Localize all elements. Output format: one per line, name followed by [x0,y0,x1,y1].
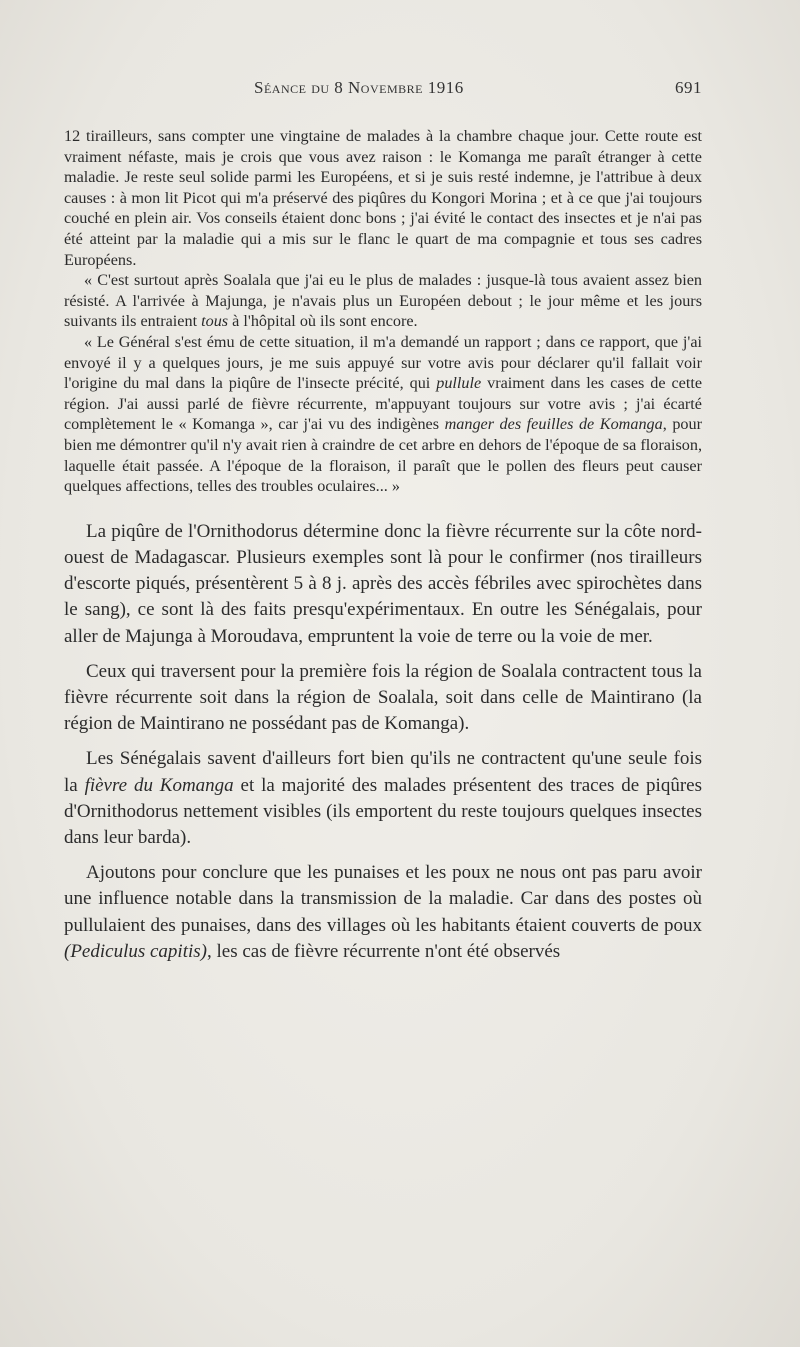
body-p4-emphasis: (Pediculus capitis) [64,940,207,962]
quote-paragraph-2 [64,270,702,332]
quote-paragraph-3 [64,332,702,497]
quote-p2-text-c: à l'hôpital où ils sont encore. [228,312,418,331]
quote-p2-text-a: « C'est surtout après Soalala que j'ai eu le plus de malades : jusque-là tous avaient assez bien résisté. A l'arrivée à Majunga, je n'avais plus un Européen debout ; le jour même et les jours suivants ils entraient [64,271,702,331]
body-p4-text-c: , les cas de fièvre récurrente n'ont été observés [207,940,561,962]
page-number: 691 [675,78,702,97]
body-paragraph-4 [64,860,702,965]
quote-p3-text-c: vraiment dans les cases de cette région. J'ai aussi parlé de fièvre récurrente, m'appuyant toujours sur votre avis ; j'ai écarté complètement le « Komanga », car j'ai vu des indigènes [64,374,703,434]
running-title: Séance du 8 Novembre 1916 [254,78,464,97]
quote-p3-emphasis-1: pullule [436,374,482,393]
quote-p3-text-a: « Le Général s'est ému de cette situation, il m'a demandé un rapport ; dans ce rapport, que j'ai envoyé il y a quelques jours, je me suis appuyé sur votre avis pour déclarer qu'il fallait voir l'origine du mal dans la piqûre de l'insecte précité, qui [64,332,702,393]
quote-p3-text-e: , pour bien me démontrer qu'il n'y avait rien à craindre de cet arbre en dehors de l'époque de sa floraison, laquelle était passée. A l'époque de la floraison, il paraît que le pollen des fleurs peut causer quelques affections, telles des troubles oculaires... » [64,415,702,496]
body-paragraph-2: Ceux qui traversent pour la première fois la région de Soalala contractent tous la fièvre récurrente soit dans la région de Soalala, soit dans celle de Maintirano (la région de Maintirano ne possédant pas de Komanga). [64,660,702,735]
running-header [64,78,702,102]
body-p4-text-a: Ajoutons pour conclure que les punaises et les poux ne nous ont pas paru avoir une influence notable dans la transmission de la maladie. Car dans des postes où pullulaient des punaises, dans des villages où les habitants étaient couverts de poux [64,862,702,936]
quote-p2-emphasis: tous [201,312,229,331]
quote-p3-emphasis-2: manger des feuilles de Komanga [444,415,663,434]
quoted-letter [64,126,702,497]
body-p3-emphasis: fièvre du Komanga [84,774,234,796]
body-paragraph-1: La piqûre de l'Ornithodorus détermine donc la fièvre récurrente sur la côte nord-ouest de Madagascar. Plusieurs exemples sont là pour le confirmer (nos tirailleurs d'escorte piqués, présentèrent 5 à 8 j. après des accès fébriles avec spirochètes dans le sang), ce sont là des faits presqu'expérimentaux. En outre les Sénégalais, pour aller de Majunga à Moroudava, empruntent la voie de terre ou la voie de mer. [64,520,702,647]
body-p3-text-a: Les Sénégalais savent d'ailleurs fort bien qu'ils ne contractent qu'une seule fois la [64,748,702,796]
main-text [64,519,702,965]
body-paragraph-3 [64,746,702,851]
quote-paragraph-1: 12 tirailleurs, sans compter une vingtaine de malades à la chambre chaque jour. Cette route est vraiment néfaste, mais je crois que vous avez raison : le Komanga me paraît étranger à cette maladie. Je reste seul solide parmi les Européens, et si je suis resté indemne, je l'attribue à deux causes : à mon lit Picot qui m'a préservé des piqûres du Kongori Morina ; et à ce que j'ai toujours couché en plein air. Vos conseils étaient donc bons ; j'ai évité le contact des insectes et je n'ai pas été atteint par la maladie qui a mis sur le flanc le quart de ma compagnie et tous ses cadres Européens. [64,127,702,269]
body-p3-text-c: et la majorité des malades présentent des traces de piqûres d'Ornithodorus nettement visibles (ils emportent du reste toujours quelques insectes dans leur barda). [64,774,702,848]
